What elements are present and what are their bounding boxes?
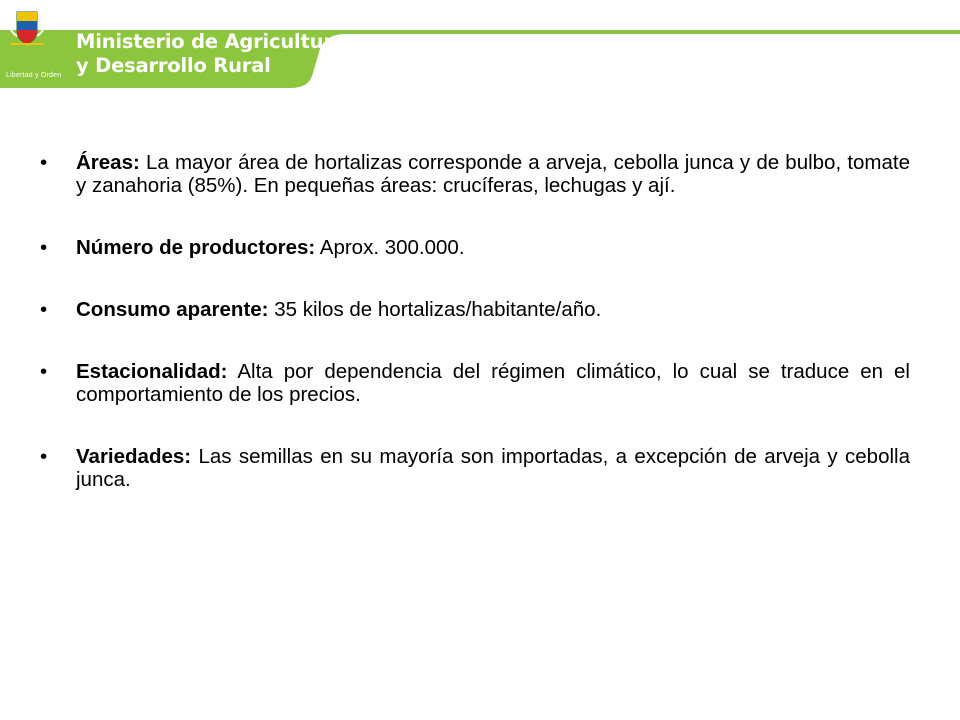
bullet-productores <box>40 236 910 259</box>
bullet-variedades <box>40 445 910 491</box>
bullet-text: Las semillas en su mayoría son importadas, a excepción de arveja y cebolla junca. <box>76 445 910 491</box>
ministry-name-line2: y Desarrollo Rural <box>76 54 271 77</box>
header-banner <box>0 0 960 88</box>
bullet-text: Aprox. 300.000. <box>315 236 465 259</box>
bullet-areas <box>40 151 910 197</box>
ministry-name-line1: Ministerio de Agricultura <box>76 30 346 53</box>
bullet-marker: • <box>40 298 48 321</box>
bullet-text: Alta por dependencia del régimen climático, lo cual se traduce en el comportamiento de los precios. <box>76 360 910 406</box>
bullet-term: Consumo aparente: <box>76 298 269 321</box>
bullet-marker: • <box>40 236 48 259</box>
bullet-marker: • <box>40 445 48 468</box>
bullet-term: Áreas: <box>76 151 140 174</box>
bullet-consumo <box>40 298 910 321</box>
ministry-logo-text <box>76 30 346 78</box>
motto-text: Libertad y Orden <box>6 72 62 79</box>
bullet-term: Estacionalidad: <box>76 360 228 383</box>
bullet-term: Variedades: <box>76 445 192 468</box>
bullet-text: La mayor área de hortalizas corresponde a arveja, cebolla junca y de bulbo, tomate y zanahoria (85%). En pequeñas áreas: crucíferas, lechugas y ají. <box>76 151 910 197</box>
bullet-marker: • <box>40 151 48 174</box>
bullet-marker: • <box>40 360 48 383</box>
bullet-list <box>40 151 910 491</box>
bullet-estacionalidad <box>40 360 910 406</box>
colombia-coat-of-arms-icon <box>0 0 54 50</box>
bullet-term: Número de productores: <box>76 236 316 259</box>
bullet-text: 35 kilos de hortalizas/habitante/año. <box>268 298 602 321</box>
